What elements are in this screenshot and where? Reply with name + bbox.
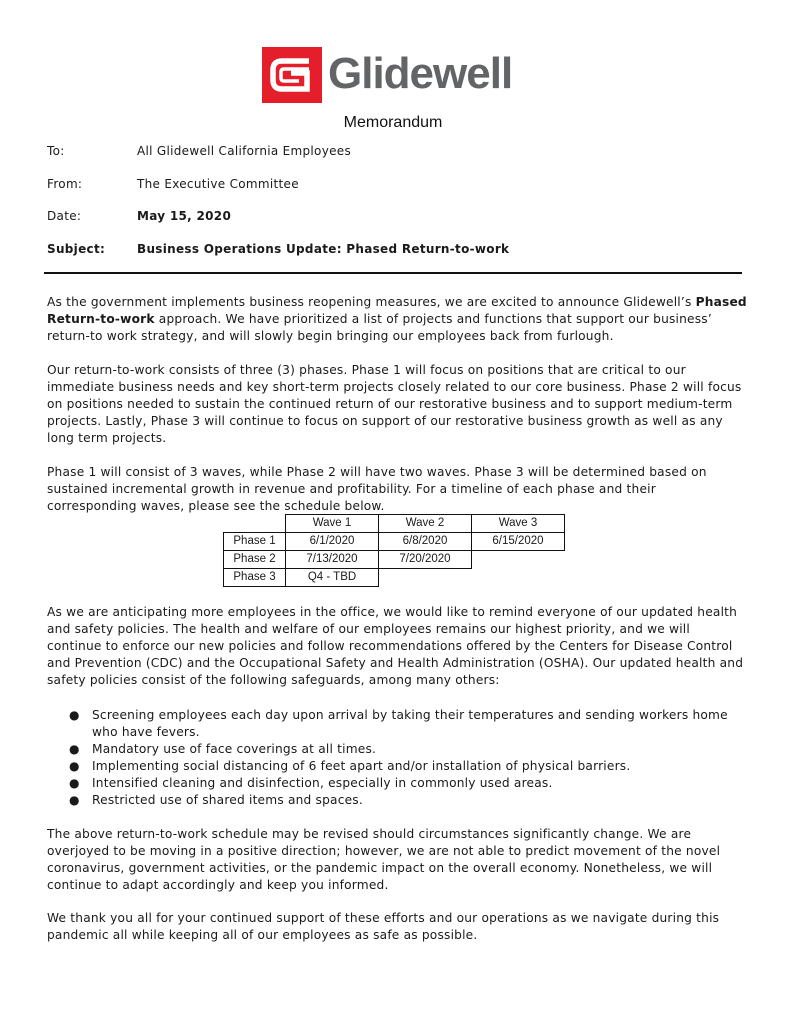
bullet-icon: ● [69, 742, 80, 756]
to-label: To: [47, 144, 65, 158]
glidewell-logo [262, 47, 530, 103]
paragraph-phases: Our return-to-work consists of three (3) phases. Phase 1 will focus on positions that are critical to our immediate business needs and key short-term projects closely related to our core business. Phase 2 will focus on positions needed to sustain the continued return of our restorative business and to support medium-term projects. Lastly, Phase 3 will continue to focus on support of our restorative business growth as well as any long term projects. [47, 363, 742, 445]
date-value: May 15, 2020 [137, 209, 232, 223]
from-label: From: [47, 177, 83, 191]
header-divider [44, 272, 742, 274]
schedule-corner [224, 515, 286, 533]
paragraph-thanks: We thank you all for your continued support of these efforts and our operations as we navigate during this pandemic all while keeping all of our employees as safe as possible. [47, 911, 720, 942]
phase-1-row [224, 533, 565, 551]
list-item [47, 792, 747, 809]
phase-1-wave-2: 6/8/2020 [379, 533, 472, 551]
safeguards-list [47, 707, 747, 809]
phase-2-wave-3-empty [472, 551, 565, 569]
phase-2-row [224, 551, 565, 569]
list-item [47, 775, 747, 792]
paragraph-safety: As we are anticipating more employees in the office, we would like to remind everyone of our updated health and safety policies. The health and welfare of our employees remains our highest priority, and we will continue to enforce our new policies and follow recommendations offered by the Centers for Disease Control and Prevention (CDC) and the Occupational Safety and Health Administration (OSHA). Our updated health and safety policies consist of the following safeguards, among many others: [47, 605, 744, 687]
paragraph-revision: The above return-to-work schedule may be revised should circumstances significantly change. We are overjoyed to be moving in a positive direction; however, we are not able to predict movement of the novel coronavirus, government activities, or the pandemic impact on the overall economy. Nonetheless, we will continue to adapt accordingly and keep you informed. [47, 827, 721, 892]
wave-3-header: Wave 3 [472, 515, 565, 533]
intro-text: As the government implements business reopening measures, we are excited to announce Glidewell’s [47, 295, 696, 309]
list-item [47, 758, 747, 775]
intro-text-rest: approach. We have prioritized a list of projects and functions that support our business’ return-to work strategy, and will slowly begin bringing our employees back from furlough. [47, 312, 712, 343]
list-item [47, 707, 747, 741]
list-item-text: Implementing social distancing of 6 feet apart and/or installation of physical barriers. [92, 759, 631, 773]
from-value: The Executive Committee [137, 177, 299, 191]
phase-3-wave-2-empty [379, 569, 472, 587]
subject-value: Business Operations Update: Phased Return-to-work [137, 242, 510, 256]
phase-2-wave-2: 7/20/2020 [379, 551, 472, 569]
schedule-header-row [224, 515, 565, 533]
date-label: Date: [47, 209, 82, 223]
phase-2-label: Phase 2 [224, 551, 286, 569]
phase-1-wave-3: 6/15/2020 [472, 533, 565, 551]
memo-title: Memorandum [343, 114, 443, 131]
paragraph-intro [47, 294, 747, 345]
list-item-text: Intensified cleaning and disinfection, especially in commonly used areas. [92, 776, 553, 790]
wave-1-header: Wave 1 [286, 515, 379, 533]
phase-3-wave-1: Q4 - TBD [286, 569, 379, 587]
list-item-text: Mandatory use of face coverings at all times. [92, 742, 377, 756]
bullet-icon: ● [69, 759, 80, 773]
subject-label: Subject: [47, 242, 106, 256]
bullet-icon: ● [69, 793, 80, 807]
intro-bold: Phased Return-to-work [47, 295, 747, 326]
glidewell-g-icon [262, 47, 322, 103]
bullet-icon: ● [69, 776, 80, 790]
phase-3-row [224, 569, 565, 587]
phase-3-wave-3-empty [472, 569, 565, 587]
phase-3-label: Phase 3 [224, 569, 286, 587]
list-item-text: Restricted use of shared items and spaces. [92, 793, 363, 807]
wave-2-header: Wave 2 [379, 515, 472, 533]
paragraph-waves: Phase 1 will consist of 3 waves, while Phase 2 will have two waves. Phase 3 will be determined based on sustained incremental growth in revenue and profitability. For a timeline of each phase and their corresponding waves, please see the schedule below. [47, 465, 707, 513]
logo-wordmark: Glidewell [328, 49, 513, 98]
schedule-table [223, 514, 565, 587]
phase-1-wave-1: 6/1/2020 [286, 533, 379, 551]
to-value: All Glidewell California Employees [137, 144, 352, 158]
list-item [47, 741, 747, 758]
phase-1-label: Phase 1 [224, 533, 286, 551]
list-item-text: Screening employees each day upon arrival by taking their temperatures and sending workers home who have fevers. [92, 708, 728, 739]
bullet-icon: ● [69, 708, 80, 722]
phase-2-wave-1: 7/13/2020 [286, 551, 379, 569]
